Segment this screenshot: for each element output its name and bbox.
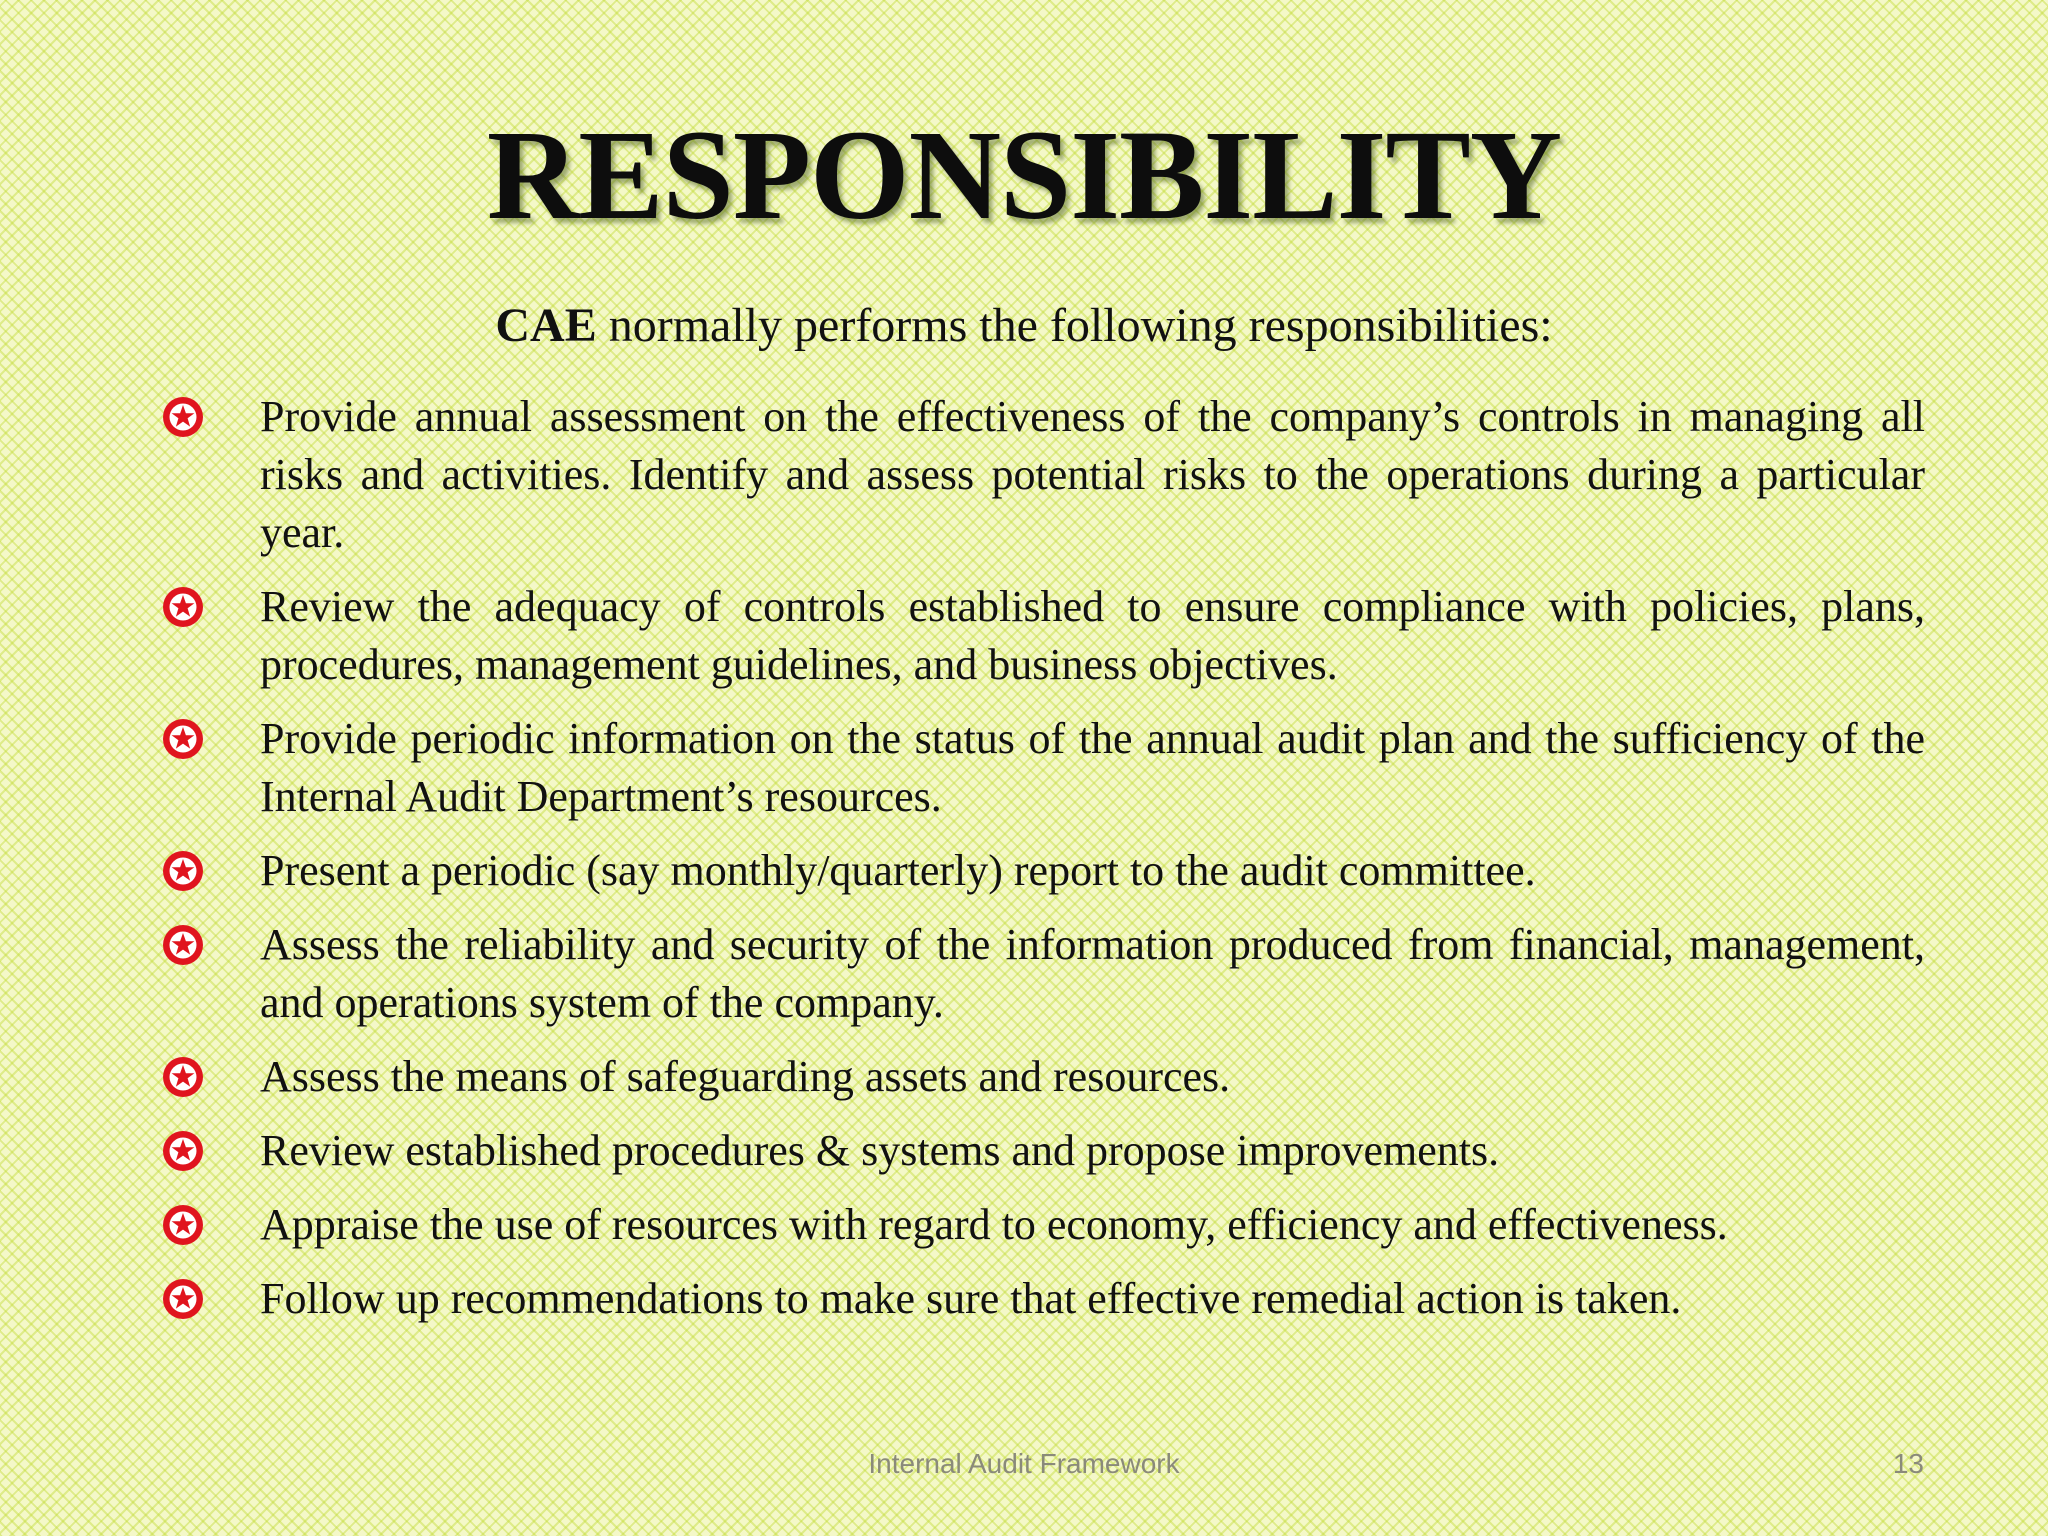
- intro-bold: CAE: [495, 299, 597, 352]
- star-circle-icon: [162, 586, 204, 628]
- list-item-text: Appraise the use of resources with regard to economy, efficiency and effectiveness.: [260, 1200, 1728, 1249]
- list-item: [160, 842, 1925, 900]
- list-item: [160, 1122, 1925, 1180]
- star-circle-icon: [162, 718, 204, 760]
- star-circle-icon: [162, 924, 204, 966]
- list-item: [160, 1048, 1925, 1106]
- list-item-text: Provide annual assessment on the effectiveness of the company’s controls in managing all risks and activities. Identify and assess potential risks to the operations during a particular year.: [260, 392, 1925, 557]
- list-item-text: Review the adequacy of controls established to ensure compliance with policies, plans, procedures, management guidelines, and business objectives.: [260, 582, 1925, 689]
- footer-text: Internal Audit Framework: [868, 1448, 1180, 1479]
- responsibility-list: [160, 388, 1925, 1344]
- list-item-text: Provide periodic information on the status of the annual audit plan and the sufficiency of the Internal Audit Department’s resources.: [260, 714, 1925, 821]
- intro-text: normally performs the following responsibilities:: [596, 299, 1553, 352]
- star-circle-icon: [162, 1278, 204, 1320]
- slide-title: RESPONSIBILITY: [486, 104, 1562, 246]
- list-item: [160, 388, 1925, 562]
- star-circle-icon: [162, 1204, 204, 1246]
- list-item-text: Assess the means of safeguarding assets and resources.: [260, 1052, 1231, 1101]
- list-item: [160, 1270, 1925, 1328]
- list-item-text: Follow up recommendations to make sure that effective remedial action is taken.: [260, 1274, 1682, 1323]
- star-circle-icon: [162, 396, 204, 438]
- list-item-text: Assess the reliability and security of the information produced from financial, management, and operations system of the company.: [260, 920, 1925, 1027]
- list-item-text: Review established procedures & systems and propose improvements.: [260, 1126, 1500, 1175]
- star-circle-icon: [162, 1130, 204, 1172]
- star-circle-icon: [162, 850, 204, 892]
- star-circle-icon: [162, 1056, 204, 1098]
- list-item: [160, 916, 1925, 1032]
- list-item-text: Present a periodic (say monthly/quarterly) report to the audit committee.: [260, 846, 1536, 895]
- list-item: [160, 578, 1925, 694]
- intro-line: [0, 296, 2048, 356]
- list-item: [160, 710, 1925, 826]
- page-number: 13: [1892, 1448, 1924, 1479]
- list-item: [160, 1196, 1925, 1254]
